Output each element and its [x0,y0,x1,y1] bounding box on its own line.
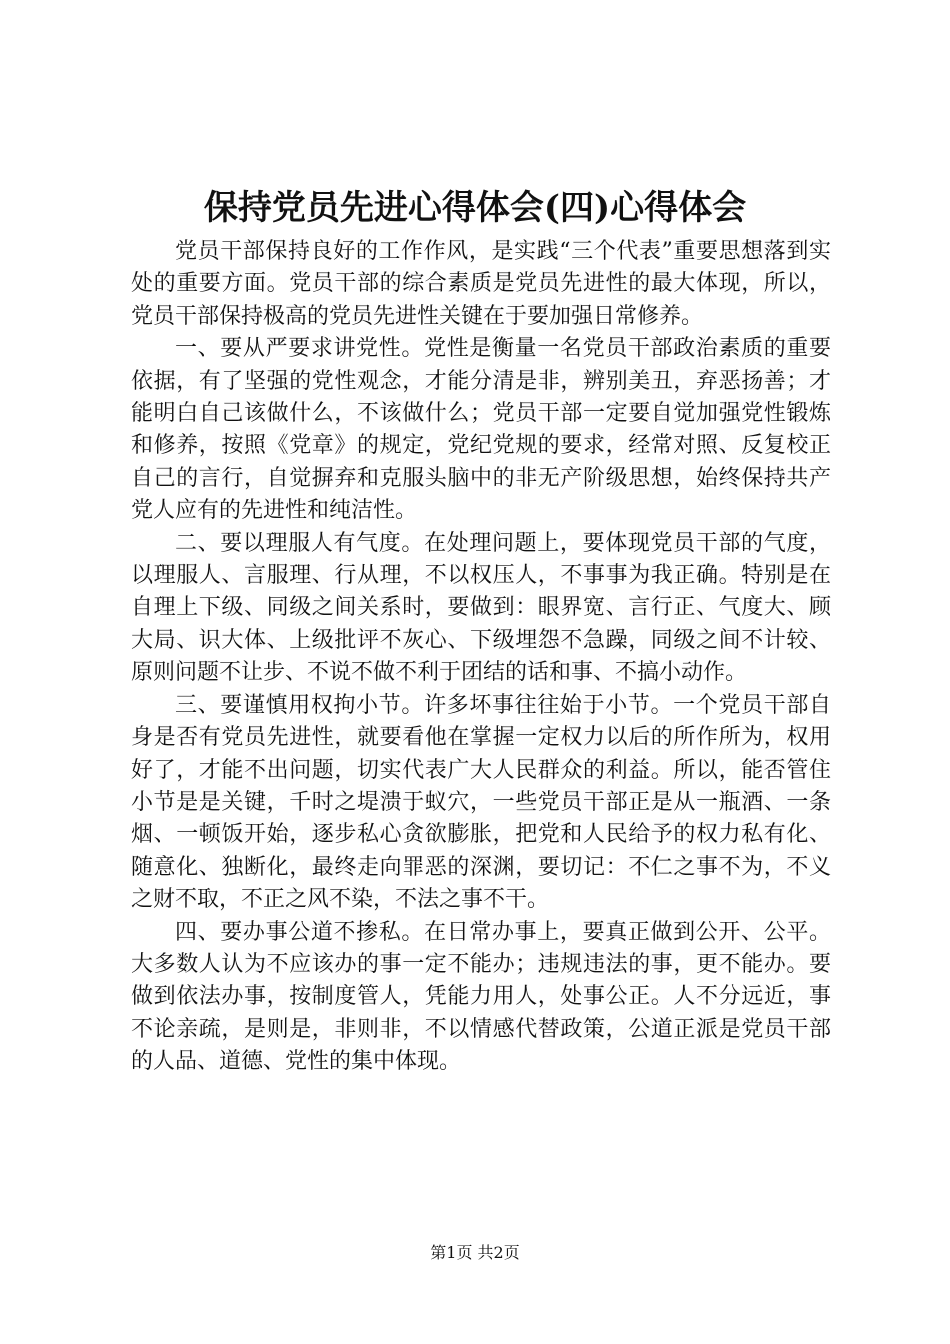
paragraph-section-3: 三、要谨慎用权拘小节。许多坏事往往始于小节。一个党员干部自身是否有党员先进性，就要看他在掌握一定权力以后的所作所为，权用好了，才能不出问题，切实代表广大人民群众的利益。所以，能否管住小节是是关键，千时之堤溃于蚁穴，一些党员干部正是从一瓶酒、一条烟、一顿饭开始，逐步私心贪欲膨胀，把党和人民给予的权力私有化、随意化、独断化，最终走向罪恶的深渊，要切记：不仁之事不为，不义之财不取，不正之风不染，不法之事不干。 [131,692,831,913]
document-title: 保持党员先进心得体会(四)心得体会 [203,188,747,228]
paragraph-section-4: 四、要办事公道不掺私。在日常办事上，要真正做到公开、公平。大多数人认为不应该办的事一定不能办；违规违法的事，更不能办。要做到依法办事，按制度管人，凭能力用人，处事公正。人不分远近，事不论亲疏，是则是，非则非，不以情感代替政策，公道正派是党员干部的人品、道德、党性的集中体现。 [131,919,831,1075]
paragraph-section-1: 一、要从严要求讲党性。党性是衡量一名党员干部政治素质的重要依据，有了坚强的党性观念，才能分清是非，辨别美丑，弃恶扬善；才能明白自己该做什么，不该做什么；党员干部一定要自觉加强党性锻炼和修养，按照《党章》的规定，党纪党规的要求，经常对照、反复校正自己的言行，自觉摒弃和克服头脑中的非无产阶级思想，始终保持共产党人应有的先进性和纯洁性。 [131,336,831,524]
paragraph-intro: 党员干部保持良好的工作作风，是实践“三个代表”重要思想落到实处的重要方面。党员干部的综合素质是党员先进性的最大体现，所以，党员干部保持极高的党员先进性关键在于要加强日常修养。 [131,239,831,329]
page-footer: 第1页 共2页 [430,1243,520,1262]
paragraph-section-2: 二、要以理服人有气度。在处理问题上，要体现党员干部的气度，以理服人、言服理、行从理，不以权压人，不事事为我正确。特别是在自理上下级、同级之间关系时，要做到：眼界宽、言行正、气度大、顾大局、识大体、上级批评不灰心、下级埋怨不急躁，同级之间不计较、原则问题不让步、不说不做不利于团结的话和事、不搞小动作。 [131,530,831,686]
document-body [131,236,831,1079]
